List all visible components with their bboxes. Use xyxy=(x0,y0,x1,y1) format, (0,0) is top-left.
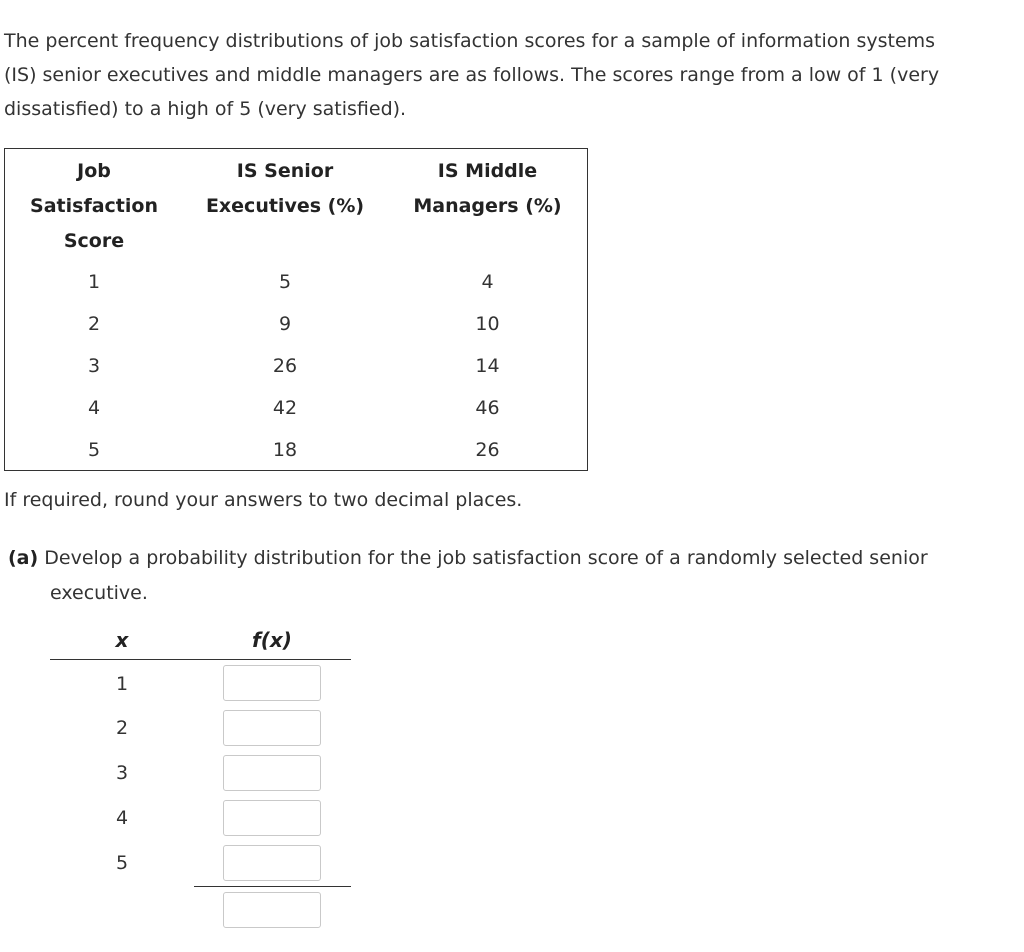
table-cell-senior: 9 xyxy=(278,313,292,335)
x-value: 1 xyxy=(115,673,129,695)
header-is-middle: IS Middle xyxy=(437,160,538,182)
problem-intro xyxy=(4,24,1016,126)
table-cell-score: 5 xyxy=(87,439,101,461)
rounding-note: If required, round your answers to two decimal places. xyxy=(4,489,523,511)
table-cell-score: 3 xyxy=(87,355,101,377)
table-cell-middle: 10 xyxy=(475,313,500,335)
header-managers-pct: Managers (%) xyxy=(413,195,562,217)
x-value: 4 xyxy=(115,807,129,829)
fx-input-4[interactable] xyxy=(223,800,321,836)
part-a-text-line-1: Develop a probability distribution for the job satisfaction score of a randomly selected senior xyxy=(44,547,928,569)
table-cell-score: 2 xyxy=(87,313,101,335)
x-value: 2 xyxy=(115,717,129,739)
table-cell-score: 1 xyxy=(87,271,101,293)
x-column-header: x xyxy=(115,628,129,652)
table-cell-senior: 18 xyxy=(272,439,298,461)
header-score: Score xyxy=(63,230,125,252)
table-cell-middle: 14 xyxy=(475,355,500,377)
header-rule xyxy=(50,659,351,660)
total-rule xyxy=(194,886,351,887)
table-cell-middle: 26 xyxy=(475,439,500,461)
part-a-letter: (a) xyxy=(8,547,39,569)
x-value: 5 xyxy=(115,852,129,874)
table-cell-senior: 26 xyxy=(272,355,298,377)
intro-line-1: The percent frequency distributions of job satisfaction scores for a sample of information systems xyxy=(4,30,936,52)
fx-input-5[interactable] xyxy=(223,845,321,881)
header-executives-pct: Executives (%) xyxy=(205,195,365,217)
table-cell-senior: 42 xyxy=(272,397,298,419)
header-satisfaction: Satisfaction xyxy=(30,195,158,217)
fx-input-1[interactable] xyxy=(223,665,321,701)
intro-line-3: dissatisfied) to a high of 5 (very satisfied). xyxy=(4,98,407,120)
table-cell-middle: 46 xyxy=(475,397,500,419)
table-cell-senior: 5 xyxy=(278,271,292,293)
table-cell-middle: 4 xyxy=(481,271,494,293)
frequency-table xyxy=(4,148,588,471)
header-job: Job xyxy=(77,160,111,182)
table-cell-score: 4 xyxy=(87,397,101,419)
fx-input-2[interactable] xyxy=(223,710,321,746)
fx-column-header: f(x) xyxy=(252,628,292,652)
intro-line-2: (IS) senior executives and middle managers are as follows. The scores range from a low of 1 (very xyxy=(4,64,940,86)
fx-total-input[interactable] xyxy=(223,892,321,928)
x-value: 3 xyxy=(115,762,129,784)
header-is-senior: IS Senior xyxy=(236,160,334,182)
fx-input-3[interactable] xyxy=(223,755,321,791)
part-a-text-line-2: executive. xyxy=(50,582,148,604)
part-a-question xyxy=(8,541,1008,611)
